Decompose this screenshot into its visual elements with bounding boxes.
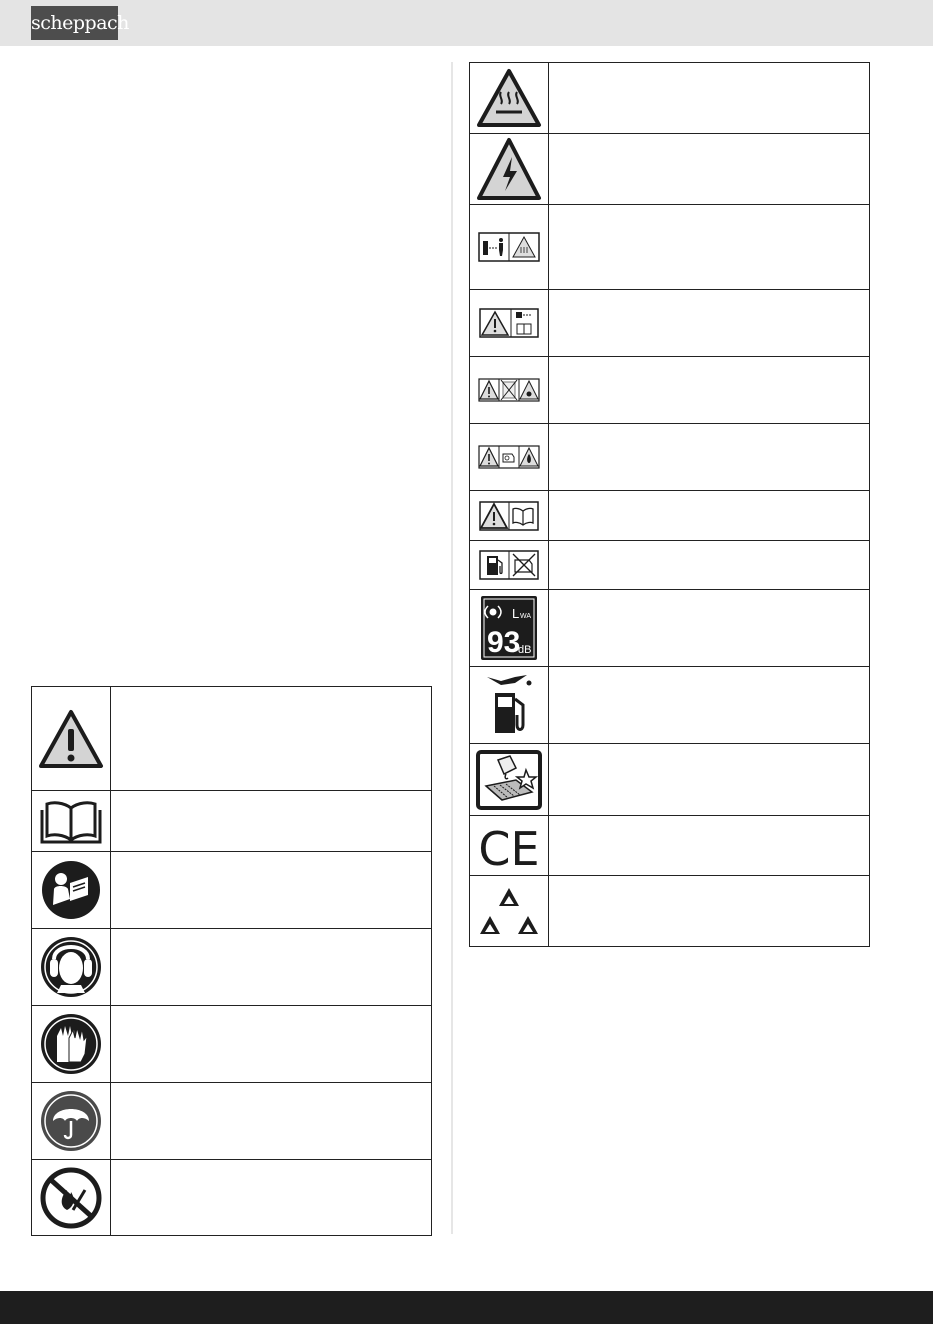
symbol-description — [549, 667, 870, 744]
symbol-description — [111, 1160, 432, 1236]
symbol-description — [549, 424, 870, 491]
table-row — [32, 1083, 432, 1160]
brand-logo: scheppach — [31, 6, 118, 40]
symbol-description — [549, 63, 870, 134]
table-row — [470, 205, 870, 290]
symbol-description — [549, 134, 870, 205]
symbol-description — [549, 357, 870, 424]
symbol-description — [111, 1006, 432, 1083]
table-row — [470, 491, 870, 541]
read-manual-icon — [32, 852, 111, 929]
symbol-description — [549, 290, 870, 357]
manual-book-icon — [32, 791, 111, 852]
table-row — [470, 63, 870, 134]
table-row — [32, 1160, 432, 1236]
symbol-description — [549, 876, 870, 947]
table-row — [32, 852, 432, 929]
warning-triangle-icon — [32, 687, 111, 791]
page-header — [0, 0, 933, 46]
ce-mark-text: CE — [478, 821, 540, 870]
table-row — [470, 590, 870, 667]
oil-fuel-icon — [470, 667, 549, 744]
warning-exhaust-fire-icon — [470, 424, 549, 491]
symbol-description — [111, 929, 432, 1006]
fuel-stop-engine-icon — [470, 541, 549, 590]
table-row — [470, 816, 870, 876]
recycling-triangles-icon — [470, 876, 549, 947]
symbol-description — [549, 541, 870, 590]
table-row — [470, 134, 870, 205]
symbol-description — [549, 816, 870, 876]
table-row — [470, 290, 870, 357]
protective-gloves-icon — [32, 1006, 111, 1083]
symbol-description — [111, 852, 432, 929]
symbol-description — [111, 791, 432, 852]
table-row — [470, 541, 870, 590]
umbrella-keep-dry-icon — [32, 1083, 111, 1160]
table-row — [470, 744, 870, 816]
symbol-description — [549, 205, 870, 290]
keep-distance-hot-icon — [470, 205, 549, 290]
page-footer — [0, 1291, 933, 1324]
symbol-description — [549, 491, 870, 541]
ear-protection-icon — [32, 929, 111, 1006]
sound-symbol-label: L — [512, 606, 520, 621]
ce-mark-icon — [470, 816, 549, 876]
warning-book-icon — [470, 491, 549, 541]
table-row — [470, 357, 870, 424]
sound-symbol-subscript: WA — [520, 613, 532, 620]
symbol-description — [111, 687, 432, 791]
symbol-description — [111, 1083, 432, 1160]
table-row — [32, 791, 432, 852]
symbol-description — [549, 744, 870, 816]
right-symbol-table — [469, 62, 870, 947]
warning-read-manual-icon — [470, 290, 549, 357]
hot-surface-warning-icon — [470, 63, 549, 134]
table-row — [32, 687, 432, 791]
warning-no-indoor-icon — [470, 357, 549, 424]
electric-shock-warning-icon — [470, 134, 549, 205]
no-open-fire-icon — [32, 1160, 111, 1236]
table-row — [32, 929, 432, 1006]
left-symbol-table — [31, 686, 432, 1236]
symbol-description — [549, 590, 870, 667]
sound-value: 93 — [487, 626, 521, 659]
table-row — [470, 876, 870, 947]
table-row — [470, 667, 870, 744]
oil-disposal-icon — [470, 744, 549, 816]
table-row — [32, 1006, 432, 1083]
sound-power-level-icon — [470, 590, 549, 667]
table-row — [470, 424, 870, 491]
sound-unit: dB — [518, 644, 532, 656]
column-divider — [451, 62, 453, 1234]
